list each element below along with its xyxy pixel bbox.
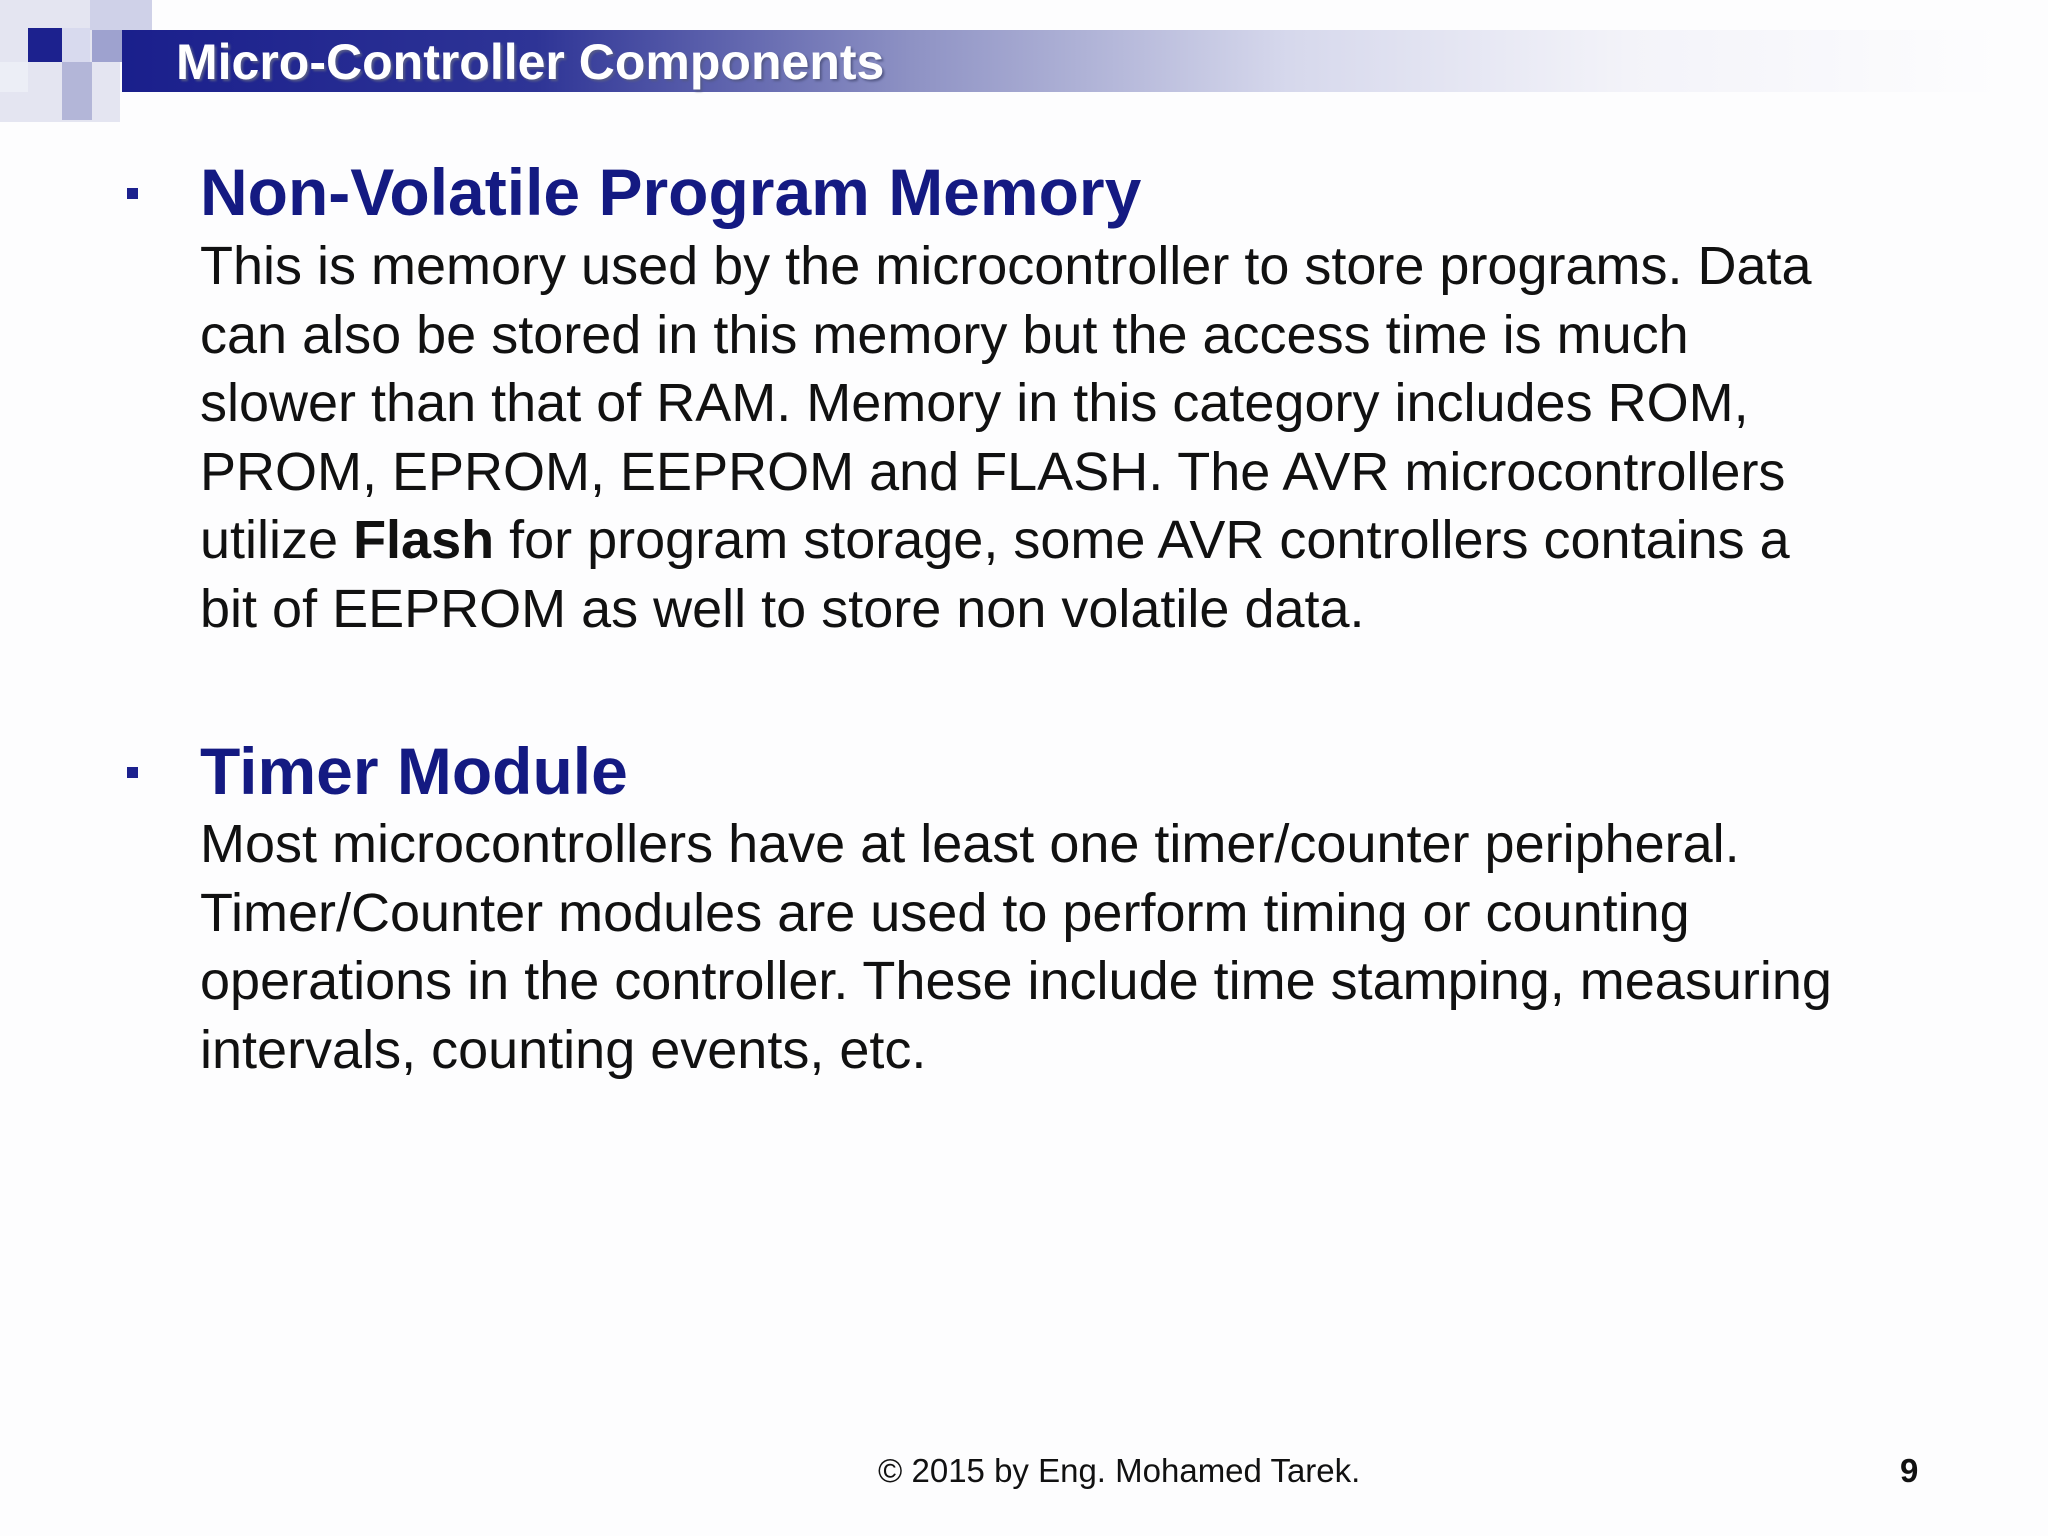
body-line: This is memory used by the microcontroller to store programs. Data <box>200 236 1812 296</box>
body-bold-term: Flash <box>353 510 495 570</box>
page-number: 9 <box>1900 1452 1919 1489</box>
body-text-segment: utilize <box>200 510 354 570</box>
bullet-heading: Timer Module <box>200 734 628 808</box>
body-line: PROM, EPROM, EEPROM and FLASH. The AVR microcontrollers <box>200 441 1786 502</box>
body-text-segment: for program storage, some AVR controllers contains a <box>494 510 1790 570</box>
body-line: intervals, counting events, etc. <box>200 1019 927 1080</box>
body-line: can also be stored in this memory but the access time is much <box>200 304 1689 365</box>
body-line <box>200 506 1960 575</box>
decor-square <box>92 30 122 62</box>
bullet-square-icon <box>127 767 138 778</box>
body-line: bit of EEPROM as well to store non volatile data. <box>200 578 1365 639</box>
decor-square <box>62 28 90 62</box>
body-line: operations in the controller. These include time stamping, measuring <box>200 951 1832 1011</box>
decor-square <box>0 62 28 92</box>
body-line: Most microcontrollers have at least one timer/counter peripheral. <box>200 814 1740 874</box>
bullet-heading: Non-Volatile Program Memory <box>200 155 1142 229</box>
body-line: Timer/Counter modules are used to perform timing or counting <box>200 882 1690 943</box>
bullet-square-icon <box>127 188 138 199</box>
decor-square <box>62 62 92 120</box>
decor-square <box>90 0 152 30</box>
body-line: slower than that of RAM. Memory in this category includes ROM, <box>200 373 1749 433</box>
decor-square-accent <box>28 28 62 62</box>
footer-copyright: © 2015 by Eng. Mohamed Tarek. <box>878 1452 1361 1489</box>
slide-title: Micro-Controller Components <box>176 34 885 90</box>
bullet-body <box>200 810 1960 1084</box>
bullet-body <box>200 232 1960 643</box>
